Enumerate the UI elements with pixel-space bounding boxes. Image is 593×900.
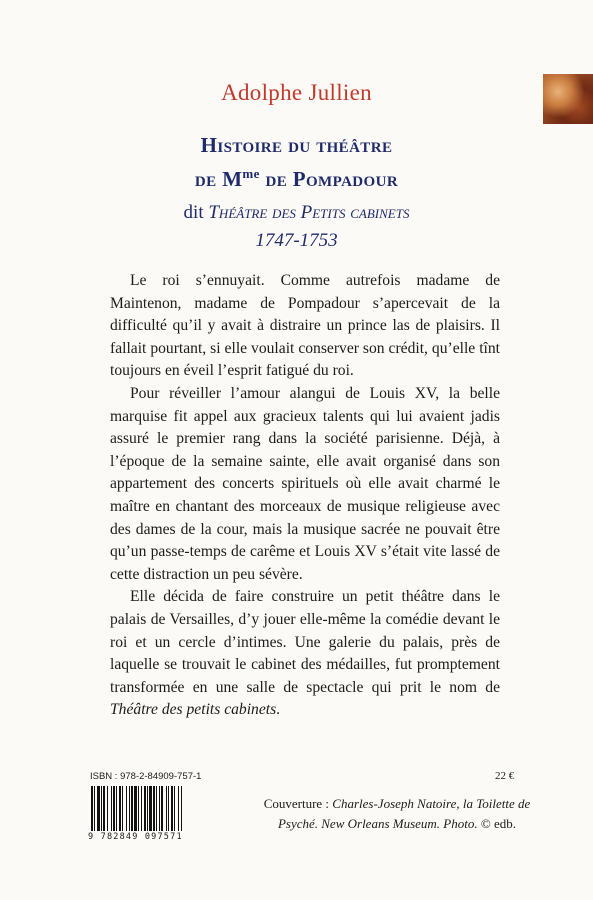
barcode-bar [129, 786, 130, 831]
blurb-paragraph-2: Pour réveiller l’amour alangui de Louis XV, la belle marquise fit appel aux gracieux talents qui lui avaient jadis assuré le premier rang dans la société parisienne. Déjà, à l’époque de la semaine sainte, elle avait organisé dans son appartement des concerts spirituels où elle avait charmé le maître en chantant des morceaux de musique religieuse avec des dames de la cour, mais la musique sacrée ne pouvait être qu’un passe-temps de carême et Louis XV s’était vite lassé de cette distraction un peu sévère. [110, 384, 500, 583]
barcode-bar [101, 786, 102, 831]
subtitle-italic: Théâtre des Petits cabinets [208, 202, 410, 223]
title-line-1: Histoire du théâtre [200, 133, 393, 157]
barcode-bar [131, 786, 133, 831]
barcode-bar [153, 786, 155, 831]
barcode-bar [168, 786, 169, 831]
credits-label: Couverture : [263, 796, 333, 811]
barcode-bar [97, 786, 100, 831]
years: 1747-1753 [255, 230, 338, 251]
barcode-bar [134, 786, 137, 831]
barcode-bar [91, 786, 93, 831]
blurb-paragraph-3 [110, 586, 500, 722]
title-line-2-pre: de M [194, 167, 243, 191]
barcode-bar [126, 786, 127, 831]
barcode-bar [122, 786, 123, 831]
blurb-paragraph-1: Le roi s’ennuyait. Comme autrefois madame de Maintenon, madame de Pompadour s’apercevait de la difficulté qu’il y avait à distraire un prince las de plaisirs. Il fallait pourtant, si elle voulait conserver son crédit, qu’elle tînt toujours en éveil l’esprit fatigué du roi. [110, 272, 500, 380]
barcode-bar [159, 786, 160, 831]
barcode-bar [147, 786, 148, 831]
barcode-bar [111, 786, 112, 831]
barcode-bar [103, 786, 105, 831]
subtitle-prefix: dit [183, 202, 209, 223]
barcode [90, 786, 215, 831]
barcode-bar [178, 786, 179, 831]
cover-credits [262, 794, 532, 834]
credits-end: © edb. [477, 816, 517, 831]
barcode-digits: 9 782849 097571 [88, 832, 183, 842]
author-name: Adolphe Jullien [221, 80, 372, 105]
barcode-bar [171, 786, 173, 831]
barcode-bar [174, 786, 175, 831]
barcode-bar [149, 786, 152, 831]
subtitle [0, 202, 593, 224]
title-line-2 [0, 166, 593, 192]
isbn: ISBN : 978-2-84909-757-1 [90, 771, 202, 782]
barcode-bar [144, 786, 146, 831]
barcode-bar [138, 786, 139, 831]
barcode-bar [116, 786, 117, 831]
barcode-bar [166, 786, 167, 831]
barcode-bar [107, 786, 108, 831]
barcode-bar [113, 786, 115, 831]
blurb-paragraph-3-italic: Théâtre des petits cabinets [110, 701, 277, 719]
barcode-bar [119, 786, 121, 831]
barcode-bar [94, 786, 95, 831]
price: 22 € [495, 770, 515, 782]
title-line-2-sup: me [242, 166, 260, 181]
barcode-bar [181, 786, 182, 831]
blurb-paragraph-3-text: Elle décida de faire construire un petit théâtre dans le palais de Versailles, d’y jouer elle-même la comédie devant le roi et un cercle d’intimes. Une galerie du palais, près de laquelle se trouvait le cabinet des médailles, fut promptement transformée en une salle de spectacle qui prit le nom de [110, 588, 500, 696]
blurb-text [110, 270, 500, 722]
title-line-2-post: de Pompadour [259, 167, 399, 191]
blurb-paragraph-3-end: . [276, 701, 281, 719]
credits-italic: Charles-Joseph Natoire, la Toilette de Psyché. New Orleans Museum. Photo. [277, 796, 531, 831]
barcode-bar [156, 786, 157, 831]
barcode-bar [141, 786, 142, 831]
barcode-bar [161, 786, 163, 831]
